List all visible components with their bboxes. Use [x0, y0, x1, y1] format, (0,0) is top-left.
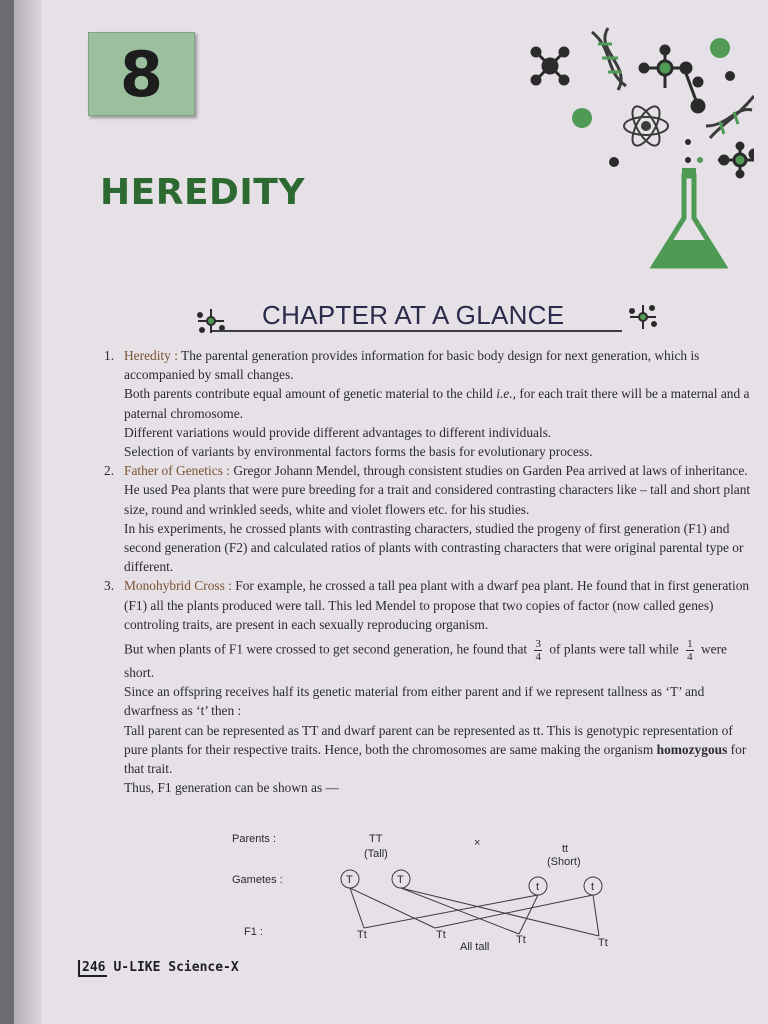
molecule-icon	[640, 46, 704, 112]
offspring: Tt	[516, 934, 526, 946]
paragraph: Different variations would provide different advantages to different individuals.	[124, 424, 552, 440]
abbreviation: i.e.,	[496, 386, 516, 402]
molecule-icon	[532, 48, 568, 84]
dna-icon	[706, 96, 754, 138]
parent-genotype-tall: TT	[369, 833, 383, 845]
chapter-title: HEREDITY	[100, 172, 305, 213]
cross-diagram	[214, 828, 634, 956]
chapter-number-box	[88, 32, 195, 116]
denominator: 4	[687, 651, 693, 664]
paragraph: Gregor Johann Mendel, through consistent studies on Garden Pea arrived at laws of inheritance.	[233, 463, 748, 479]
item-number: 3.	[104, 578, 115, 594]
page-number: 246	[78, 960, 107, 977]
chapter-summary	[104, 346, 752, 797]
paragraph: for that trait.	[124, 741, 747, 777]
dot-icon	[697, 157, 703, 163]
paragraph: But when plants of F1 were crossed to get second generation, he found that	[124, 641, 528, 657]
paragraph: He used Pea plants that were pure breeding for a trait and considered contrasting characters like – tall and short plant size, round and wrinkled seeds, white and violet flowers etc. for his studies.	[124, 482, 751, 517]
paragraph: Both parents contribute equal amount of genetic material to the child	[124, 386, 493, 402]
offspring: Tt	[598, 937, 608, 949]
gametes-label: Gametes :	[232, 874, 283, 886]
list-item-father-of-genetics	[104, 461, 752, 576]
dot-icon	[685, 139, 691, 145]
book-title: U-LIKE Science-X	[113, 960, 239, 975]
gamete: T	[397, 874, 404, 886]
paragraph: Selection of variants by environmental factors forms the basis for evolutionary process.	[124, 444, 593, 460]
paragraph: In his experiments, he crossed plants with contrasting characters, studied the progeny of first generation (F1) and second generation (F2) and calculated ratios of plants with contrasting characters that were original parental type or different.	[124, 520, 744, 575]
numerator: 3	[535, 638, 541, 651]
paragraph: For example, he crossed a tall pea plant with a dwarf pea plant. He found that in first generation (F1) all the plants produced were tall. This led Mendel to propose that two copies of factor (now called genes) controling traits, are present in each sexually reproducing organism.	[124, 578, 750, 632]
page	[14, 0, 768, 1024]
gamete: T	[346, 874, 353, 886]
numerator: 1	[687, 638, 693, 651]
science-illustration	[514, 10, 754, 280]
paragraph: Since an offspring receives half its genetic material from either parent and if we represent tallness as ‘T’ and dwarfness as ‘t’ then :	[124, 684, 705, 719]
f1-label: F1 :	[244, 926, 263, 938]
dot-icon	[685, 157, 691, 163]
chapter-number: 8	[119, 38, 164, 111]
paragraph: The parental generation provides information for basic body design for next generation, which is accompanied by small changes.	[124, 348, 700, 383]
paragraph: of plants were tall while	[549, 641, 679, 657]
bold-term: homozygous	[656, 741, 728, 757]
dna-icon	[592, 28, 626, 90]
paragraph: Thus, F1 generation can be shown as —	[124, 780, 339, 796]
item-number: 2.	[104, 463, 115, 479]
green-dot-icon	[572, 108, 592, 128]
denominator: 4	[535, 651, 541, 664]
gamete: t	[536, 881, 540, 893]
molecule-icon	[626, 302, 660, 332]
paragraph: Tall parent can be represented as TT and dwarf parent can be represented as tt. This is genotypic representation of pure plants for their respective traits. Hence, both the chromosomes are same making the organism	[124, 722, 733, 757]
paragraph: were short.	[124, 641, 727, 681]
item-number: 1.	[104, 348, 115, 363]
offspring: Tt	[357, 929, 367, 941]
section-heading	[194, 298, 644, 338]
atom-icon	[624, 102, 668, 149]
cross-result: All tall	[460, 941, 490, 953]
item-heading: Heredity :	[124, 348, 178, 363]
heading-underline	[212, 330, 622, 332]
offspring: Tt	[436, 929, 446, 941]
page-footer	[78, 960, 239, 977]
section-heading-text: CHAPTER AT A GLANCE	[262, 300, 565, 330]
list-item-monohybrid-cross	[104, 576, 752, 797]
paragraph: for each trait there will be a maternal and a paternal chromosome.	[124, 386, 750, 421]
dot-icon	[725, 71, 735, 81]
molecule-icon	[718, 143, 754, 177]
dot-icon	[609, 157, 619, 167]
gamete: t	[591, 881, 595, 893]
item-heading: Monohybrid Cross :	[124, 578, 232, 594]
book-gutter	[14, 0, 42, 1024]
item-heading: Father of Genetics :	[124, 463, 230, 479]
cross-sign: ×	[474, 837, 481, 849]
list-item-heredity	[104, 346, 752, 461]
fraction-three-fourths	[534, 638, 542, 663]
parents-label: Parents :	[232, 833, 277, 845]
parent-genotype-short: tt	[562, 843, 569, 855]
flask-icon	[654, 168, 724, 266]
green-dot-icon	[710, 38, 730, 58]
fraction-one-fourth	[686, 638, 694, 663]
parent-desc-short: (Short)	[547, 856, 581, 868]
parent-desc-tall: (Tall)	[364, 848, 388, 860]
